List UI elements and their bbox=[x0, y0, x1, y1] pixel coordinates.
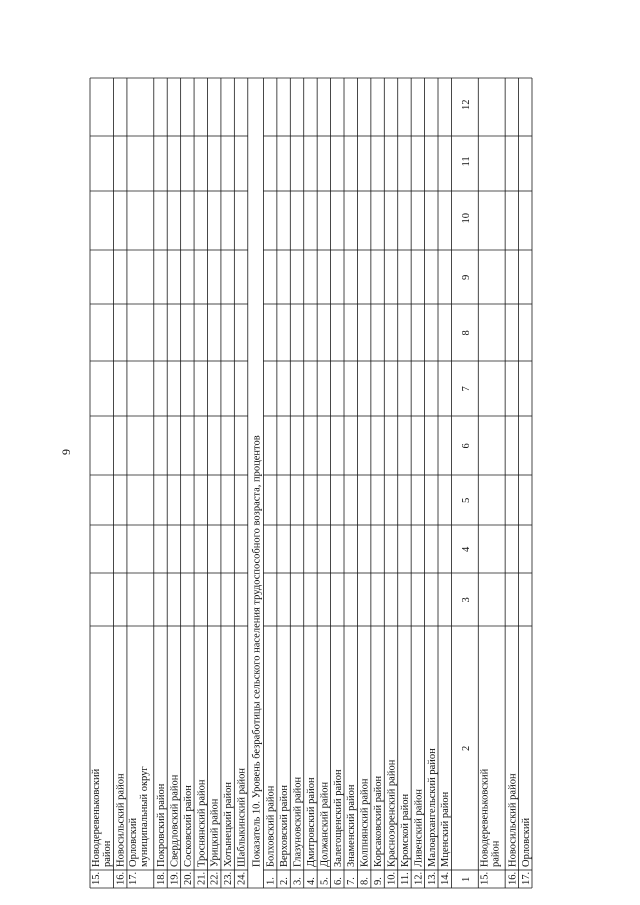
column-number-label: 5 bbox=[460, 497, 472, 503]
row-number: 15. bbox=[479, 871, 491, 885]
row-name: Залегощенский район bbox=[332, 769, 344, 867]
row-name: Болховский район bbox=[265, 785, 277, 867]
column-number-label: 4 bbox=[460, 546, 472, 552]
row-number: 23. bbox=[223, 871, 235, 885]
row-number: 24. bbox=[236, 871, 248, 885]
column-number-label: 3 bbox=[460, 597, 472, 603]
column-number-label: 12 bbox=[460, 99, 472, 110]
column-number-label: 6 bbox=[460, 443, 472, 449]
row-number: 15. bbox=[91, 871, 102, 885]
row-name: район bbox=[490, 840, 502, 867]
column-number-label: 2 bbox=[460, 745, 472, 751]
row-number: 13. bbox=[426, 871, 438, 885]
row-name: Свердловский район bbox=[169, 774, 181, 867]
row-number: 5. bbox=[319, 877, 331, 885]
row-name: Должанский район bbox=[319, 781, 331, 867]
row-number: 19. bbox=[169, 871, 181, 885]
row-number: 17. bbox=[127, 871, 139, 885]
row-name: Корсаковский район bbox=[373, 775, 385, 867]
row-number: 3. bbox=[292, 877, 304, 885]
row-number: 8. bbox=[359, 877, 371, 885]
rotated-table bbox=[90, 78, 532, 888]
row-name: Верховский район bbox=[279, 785, 291, 867]
row-name: район bbox=[102, 840, 113, 867]
page-number: 9 bbox=[59, 449, 73, 455]
row-number: 14. bbox=[440, 871, 452, 885]
row-name: муниципальный округ bbox=[138, 766, 150, 867]
row-number: 20. bbox=[182, 871, 194, 885]
row-name: Урицкий район bbox=[209, 798, 221, 867]
row-number: 6. bbox=[332, 877, 344, 885]
row-number: 16. bbox=[507, 871, 519, 885]
row-number: 1. bbox=[265, 877, 277, 885]
row-number: 21. bbox=[196, 871, 208, 885]
row-name: Троснянский район bbox=[196, 779, 208, 867]
row-name: Ливенский район bbox=[413, 789, 425, 867]
row-name: Орловский bbox=[520, 817, 532, 867]
row-name: Колпнянский район bbox=[359, 778, 371, 867]
row-number: 12. bbox=[413, 871, 425, 885]
row-name: Краснозоренский район bbox=[386, 759, 398, 867]
row-name: Дмитровский район bbox=[305, 777, 317, 867]
row-number: 11. bbox=[399, 872, 411, 885]
row-number: 16. bbox=[115, 871, 127, 885]
row-name: Шаблыкинский район bbox=[236, 768, 248, 867]
column-number-label: 9 bbox=[460, 274, 472, 280]
row-name: Новосильский район bbox=[507, 773, 519, 867]
row-name: Хотынецкий район bbox=[223, 782, 235, 867]
row-name: Новосильский район bbox=[115, 773, 127, 867]
column-number-label: 10 bbox=[460, 213, 472, 224]
row-name: Сосковский район bbox=[182, 785, 194, 867]
row-number: 7. bbox=[346, 877, 358, 885]
row-name: Кромской район bbox=[399, 793, 411, 867]
row-name: Покровский район bbox=[155, 783, 167, 867]
column-number-label: 8 bbox=[460, 330, 472, 336]
row-name: Орловский bbox=[127, 817, 139, 867]
row-number: 4. bbox=[305, 877, 317, 885]
row-number: 2. bbox=[279, 877, 291, 885]
row-name: Глазуновский район bbox=[292, 776, 304, 867]
row-number: 22. bbox=[209, 871, 221, 885]
row-name: Новодеревеньковский bbox=[479, 768, 491, 867]
column-number-label: 1 bbox=[460, 876, 472, 882]
row-name: Новодеревеньковский bbox=[91, 768, 102, 867]
section-caption: Показатель 10. Уровень безработицы сельского населения трудоспособного возраста, процентов bbox=[251, 435, 263, 867]
row-number: 18. bbox=[155, 871, 167, 885]
column-number-label: 11 bbox=[460, 156, 472, 167]
row-number: 17. bbox=[520, 871, 532, 885]
row-number: 10. bbox=[386, 871, 398, 885]
column-number-label: 7 bbox=[460, 386, 472, 392]
row-number: 9. bbox=[373, 877, 385, 885]
row-name: Малоархангельский район bbox=[426, 748, 438, 867]
row-name: Мценский район bbox=[440, 791, 452, 867]
row-name: Знаменский район bbox=[346, 784, 358, 867]
table-grid bbox=[90, 78, 532, 888]
